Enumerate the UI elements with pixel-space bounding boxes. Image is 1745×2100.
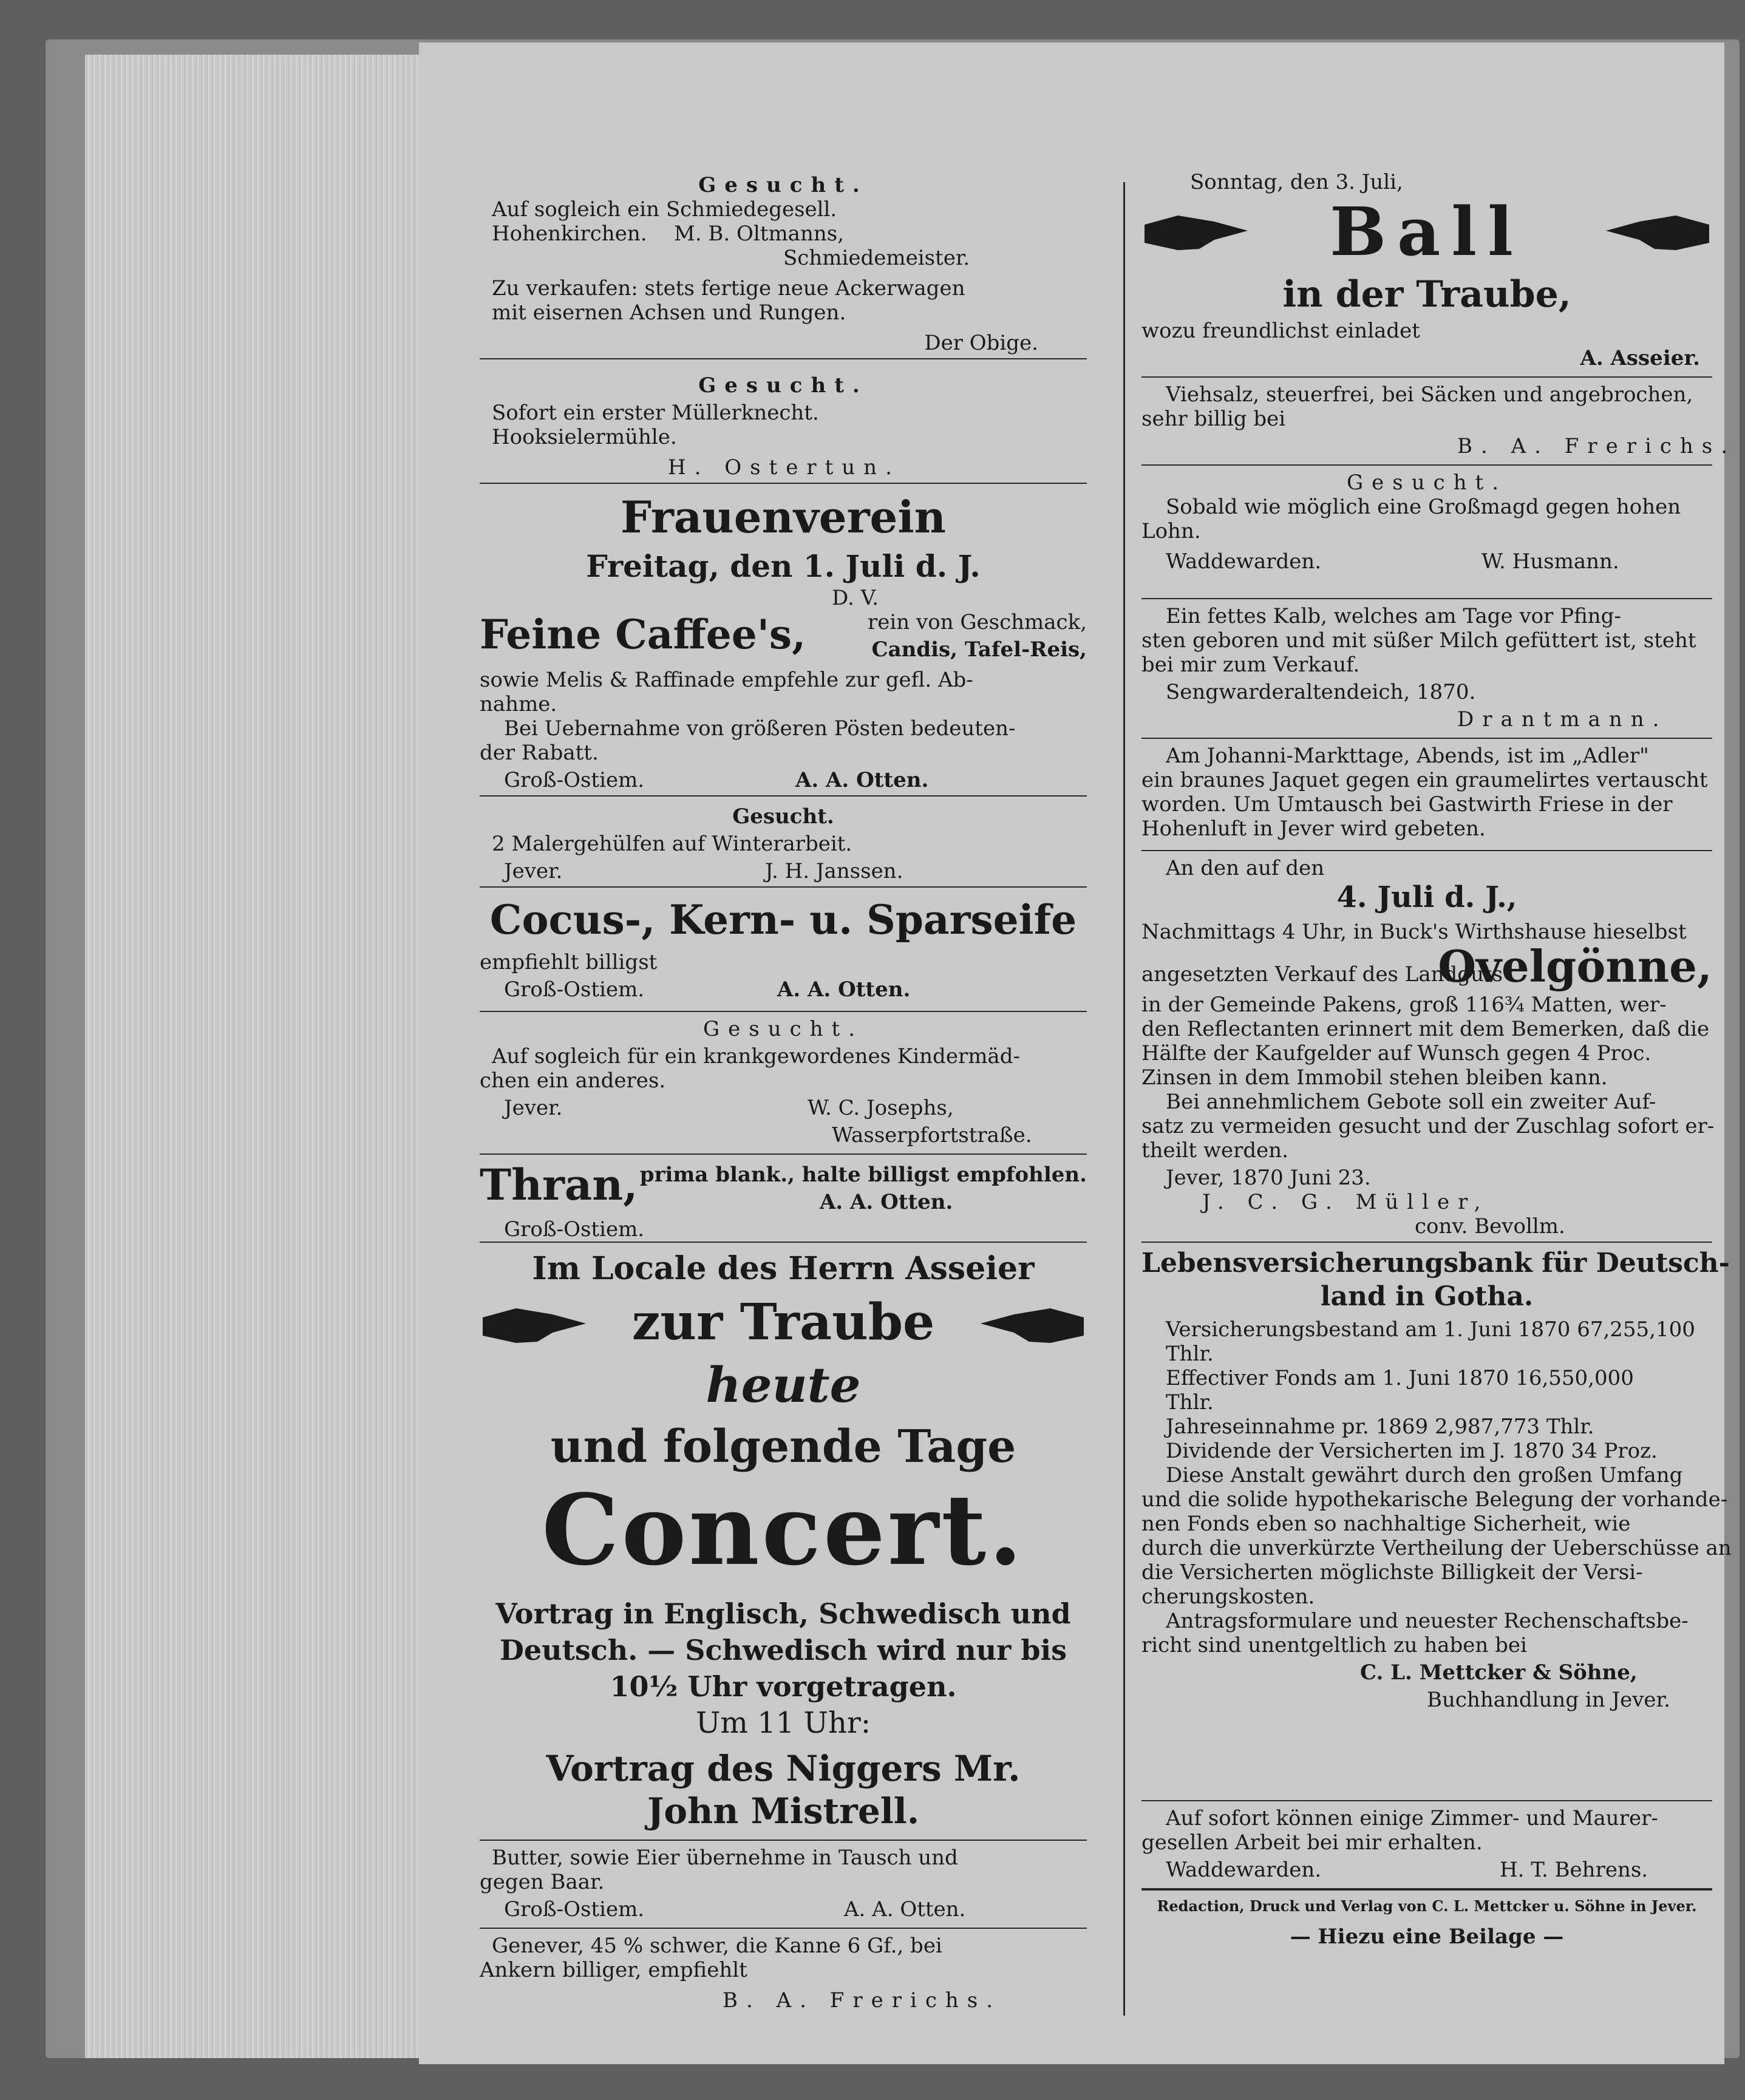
ad-heading: Feine Caffee's,: [480, 611, 806, 658]
ad-text: Diese Anstalt gewährt durch den großen Umfang: [1166, 1463, 1683, 1487]
ad-signature: J. C. G. Müller,: [1202, 1190, 1489, 1214]
ad-signature: A. A. Otten.: [777, 977, 911, 1002]
divider: [1141, 850, 1712, 851]
ad-text: Am Johanni-Markttage, Abends, ist im „Adler": [1166, 744, 1649, 768]
ad-text: Um 11 Uhr:: [695, 1706, 871, 1740]
ad-heading: zur Traube: [631, 1293, 935, 1351]
ad-text: Auf sogleich für ein krankgewordenes Kindermäd-: [492, 1044, 1020, 1069]
ad-text: Buchhandlung in Jever.: [1427, 1688, 1670, 1712]
ad-place: Hohenkirchen.: [492, 222, 647, 246]
ad-text: Sobald wie möglich eine Großmagd gegen hohen: [1166, 495, 1681, 519]
ad-signature: M. B. Oltmanns,: [674, 222, 845, 246]
column-divider: [1123, 182, 1125, 2016]
ad-heading: Im Locale des Herrn Asseier: [532, 1250, 1035, 1287]
ad-text: Effectiver Fonds am 1. Juni 1870 16,550,000: [1166, 1366, 1634, 1390]
divider: [480, 1840, 1087, 1841]
ad-text: Schmiedemeister.: [783, 246, 970, 270]
ad-place: Groß-Ostiem.: [504, 1897, 645, 1922]
ad-place: Waddewarden.: [1166, 1858, 1322, 1882]
ad-text: nahme.: [480, 692, 557, 716]
ad-text: Wasserpfortstraße.: [832, 1123, 1032, 1147]
ad-text: Butter, sowie Eier übernehme in Tausch und: [492, 1846, 958, 1870]
ad-heading: Gesucht.: [698, 173, 868, 197]
ad-text: Hooksielermühle.: [492, 425, 677, 449]
ad-text: Hohenluft in Jever wird gebeten.: [1141, 817, 1486, 841]
ad-heading: Ball: [1330, 192, 1524, 271]
ad-text: Viehsalz, steuerfrei, bei Säcken und angebrochen,: [1166, 382, 1693, 407]
ad-text: empfiehlt billigst: [480, 950, 658, 974]
ad-text: prima blank., halte billigst empfohlen.: [639, 1163, 1087, 1187]
ad-heading: 4. Juli d. J.,: [1336, 880, 1517, 914]
divider: [1141, 1242, 1712, 1243]
ad-text: Auf sogleich ein Schmiedegesell.: [492, 197, 837, 222]
ad-text: Thlr.: [1166, 1342, 1214, 1366]
ad-text: 2 Malergehülfen auf Winterarbeit.: [492, 832, 852, 856]
ad-text: sehr billig bei: [1141, 407, 1286, 431]
ad-text: die Versicherten möglichste Billigkeit der Versi-: [1141, 1560, 1643, 1585]
ad-signature: A. Asseier.: [1580, 346, 1700, 370]
ad-heading: Concert.: [542, 1473, 1025, 1587]
ad-text: Vortrag in Englisch, Schwedisch und: [495, 1597, 1071, 1630]
ad-text: Auf sofort können einige Zimmer- und Maurer-: [1166, 1806, 1658, 1830]
ad-text: gesellen Arbeit bei mir erhalten.: [1141, 1830, 1483, 1855]
ad-text: worden. Um Umtausch bei Gastwirth Friese in der: [1141, 792, 1673, 817]
ad-text: cherungskosten.: [1141, 1585, 1315, 1609]
ad-text: Zu verkaufen: stets fertige neue Ackerwagen: [492, 276, 965, 301]
ad-text: Genever, 45 % schwer, die Kanne 6 Gf., bei: [492, 1934, 942, 1958]
divider: [1141, 1800, 1712, 1801]
divider: [480, 1242, 1087, 1243]
divider: [1141, 598, 1712, 599]
ad-signature: A. A. Otten.: [820, 1190, 953, 1214]
ad-place: Groß-Ostiem.: [504, 768, 645, 792]
ad-text: den Reflectanten erinnert mit dem Bemerken, daß die: [1141, 1017, 1710, 1041]
ad-signature: Der Obige.: [924, 331, 1038, 355]
ad-signature: W. C. Josephs,: [808, 1096, 954, 1120]
ad-heading: heute: [706, 1356, 861, 1413]
ad-text: sowie Melis & Raffinade empfehle zur gefl. Ab-: [480, 668, 973, 692]
ad-text: durch die unverkürzte Vertheilung der Ueberschüsse an: [1141, 1536, 1732, 1560]
ad-heading: Frauenverein: [620, 491, 947, 543]
ad-text: und die solide hypothekarische Belegung der vorhande-: [1141, 1487, 1728, 1512]
ad-date: Jever, 1870 Juni 23.: [1166, 1166, 1371, 1190]
ad-text: conv. Bevollm.: [1415, 1214, 1565, 1239]
ad-text: Bei annehmlichem Gebote soll ein zweiter Auf-: [1166, 1090, 1656, 1114]
ad-text: Deutsch. — Schwedisch wird nur bis: [500, 1634, 1067, 1667]
divider: [1141, 376, 1712, 378]
ad-signature: D. V.: [832, 586, 879, 610]
ad-signature: B. A. Frerichs.: [1457, 434, 1736, 458]
ad-text: Thlr.: [1166, 1390, 1214, 1415]
ad-text: Dividende der Versicherten im J. 1870 34 Proz.: [1166, 1439, 1658, 1463]
ad-text: Nachmittags 4 Uhr, in Buck's Wirthshause hieselbst: [1141, 920, 1687, 944]
ad-heading: Vortrag des Niggers Mr.: [546, 1748, 1021, 1789]
ad-heading: Ovelgönne,: [1438, 940, 1712, 992]
ad-date: Freitag, den 1. Juli d. J.: [586, 548, 981, 584]
ad-text: Ankern billiger, empfiehlt: [480, 1958, 747, 1982]
ad-text: gegen Baar.: [480, 1870, 605, 1894]
ad-text: sten geboren und mit süßer Milch gefüttert ist, steht: [1141, 628, 1696, 653]
ad-signature: W. Husmann.: [1481, 549, 1619, 574]
ad-heading: Thran,: [480, 1160, 638, 1210]
ad-heading: land in Gotha.: [1320, 1281, 1534, 1312]
ad-date: Sonntag, den 3. Juli,: [1190, 170, 1403, 194]
ad-heading: Lebensversicherungsbank für Deutsch-: [1141, 1248, 1730, 1279]
page-edges: [85, 55, 425, 2058]
ad-place: Sengwarderaltendeich, 1870.: [1166, 680, 1476, 704]
ad-text: Hälfte der Kaufgelder auf Wunsch gegen 4 Proc.: [1141, 1041, 1651, 1065]
ad-signature: A. A. Otten.: [795, 768, 929, 792]
divider: [480, 483, 1087, 484]
ad-heading: Cocus-, Kern- u. Sparseife: [489, 896, 1077, 943]
divider: [480, 1011, 1087, 1012]
ad-text: richt sind unentgeltlich zu haben bei: [1141, 1633, 1527, 1657]
ad-signature: H. Ostertun.: [668, 455, 900, 480]
ad-text: mit eisernen Achsen und Rungen.: [492, 301, 846, 325]
divider: [480, 1154, 1087, 1155]
ad-text: ein braunes Jaquet gegen ein graumelirtes vertauscht: [1141, 768, 1708, 792]
ad-signature: A. A. Otten.: [844, 1897, 966, 1922]
ad-text: in der Gemeinde Pakens, groß 116¾ Matten, wer-: [1141, 993, 1667, 1017]
ad-heading: Gesucht.: [702, 1017, 864, 1041]
ad-text: bei mir zum Verkauf.: [1141, 653, 1360, 677]
ad-text: Zinsen in dem Immobil stehen bleiben kann.: [1141, 1065, 1608, 1090]
ad-heading: in der Traube,: [1282, 273, 1571, 316]
ad-text: Antragsformulare und neuester Rechenschaftsbe-: [1166, 1609, 1689, 1633]
newspaper-page: [419, 42, 1736, 2064]
ad-text: angesetzten Verkauf des Landguts: [1141, 962, 1503, 987]
ad-signature: Drantmann.: [1457, 707, 1668, 732]
ad-heading: und folgende Tage: [550, 1421, 1016, 1473]
imprint-text: Redaction, Druck und Verlag von C. L. Mettcker u. Söhne in Jever.: [1157, 1897, 1697, 1915]
divider: [1141, 738, 1712, 739]
ad-heading: Gesucht.: [732, 804, 834, 829]
ad-text: An den auf den: [1166, 856, 1325, 880]
divider: [1141, 464, 1712, 466]
ad-signature: J. H. Janssen.: [765, 859, 903, 883]
ad-text: 10½ Uhr vorgetragen.: [610, 1670, 957, 1703]
divider: [480, 1928, 1087, 1929]
ad-text: theilt werden.: [1141, 1138, 1288, 1163]
imprint-text: — Hiezu eine Beilage —: [1290, 1925, 1564, 1949]
ad-text: Ein fettes Kalb, welches am Tage vor Pfing-: [1166, 604, 1621, 628]
ad-place: Jever.: [504, 1096, 563, 1120]
divider: [480, 886, 1087, 888]
divider: [1141, 1888, 1712, 1891]
ad-place: Jever.: [504, 859, 563, 883]
ad-text: Bei Uebernahme von größeren Pösten bedeuten-: [504, 716, 1016, 741]
ad-heading: John Mistrell.: [647, 1790, 920, 1832]
ad-text: chen ein anderes.: [480, 1069, 666, 1093]
ad-signature: C. L. Mettcker & Söhne,: [1360, 1660, 1638, 1685]
divider: [480, 795, 1087, 797]
ad-text: Versicherungsbestand am 1. Juni 1870 67,255,100: [1166, 1317, 1695, 1342]
divider: [480, 358, 1087, 359]
ad-heading: Gesucht.: [1346, 471, 1508, 495]
ad-text: nen Fonds eben so nachhaltige Sicherheit, wie: [1141, 1512, 1631, 1536]
ad-heading: Gesucht.: [698, 373, 868, 398]
ad-text: wozu freundlichst einladet: [1141, 319, 1420, 343]
ad-place: Waddewarden.: [1166, 549, 1322, 574]
ad-place: Groß-Ostiem.: [504, 977, 645, 1002]
ad-text: Candis, Tafel-Reis,: [871, 637, 1087, 662]
ad-signature: B. A. Frerichs.: [723, 1988, 1002, 2013]
ad-text: Jahreseinnahme pr. 1869 2,987,773 Thlr.: [1166, 1415, 1594, 1439]
ad-text: rein von Geschmack,: [868, 610, 1087, 634]
ad-signature: H. T. Behrens.: [1500, 1858, 1648, 1882]
ad-text: satz zu vermeiden gesucht und der Zuschlag sofort er-: [1141, 1114, 1715, 1138]
ad-place: Groß-Ostiem.: [504, 1217, 645, 1242]
ad-text: Sofort ein erster Müllerknecht.: [492, 401, 819, 425]
ad-text: der Rabatt.: [480, 741, 599, 765]
ad-text: Lohn.: [1141, 519, 1201, 543]
